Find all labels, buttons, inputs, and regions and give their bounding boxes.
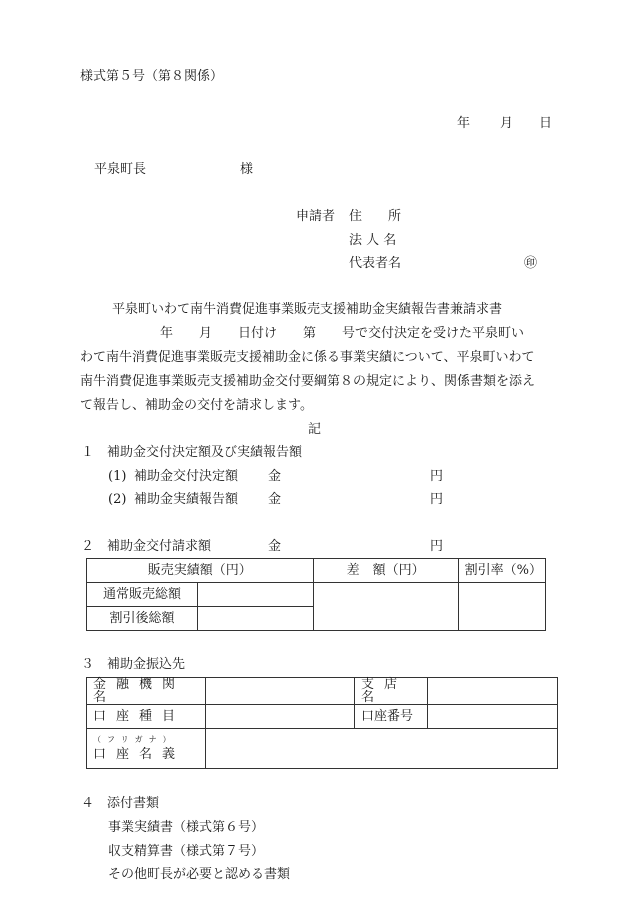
body-line: 年 月 日付け 第 号で交付決定を受けた平泉町い [160,326,525,341]
section1-item-label: 補助金交付決定額 [134,469,239,484]
header-discount-rate: 割引率（%） [458,559,545,583]
difference-value-cell[interactable] [313,583,458,631]
addressee-name: 平泉町長 [94,162,147,177]
discounted-total-value-cell[interactable] [198,607,314,631]
section2-title: 補助金交付請求額 [107,539,212,554]
bank-name-cell[interactable] [206,678,355,705]
account-type-label: 口座種目 [87,705,206,729]
ki-mark: 記 [308,422,322,437]
addressee-honorific: 様 [240,162,254,177]
bank-name-label: 金融機関名 [87,678,206,705]
table-row [87,583,546,607]
sales-table [86,558,546,631]
account-holder-cell[interactable] [206,729,558,769]
date-year: 年 [457,116,471,131]
section1-item-en: 円 [430,469,444,484]
account-number-cell[interactable] [428,705,558,729]
section3-number: ３ [81,657,95,672]
table-row [87,678,558,705]
applicant-label: 申請者 [296,209,336,224]
section3-title: 補助金振込先 [107,657,186,672]
bank-table [86,677,558,769]
section1-item-label: 補助金実績報告額 [134,492,239,507]
table-row [87,705,558,729]
account-type-cell[interactable] [206,705,355,729]
section1-item-number: (1) [108,469,127,484]
sales-table-header-row [87,559,546,583]
table-row [87,729,558,769]
seal-mark: ㊞ [524,256,538,271]
section4-title: 添付書類 [107,796,160,811]
body-line: わて南牛消費促進事業販売支援補助金に係る事業実績について、平泉町いわて [80,350,535,365]
section1-title: 補助金交付決定額及び実績報告額 [107,445,303,460]
body-line: 南牛消費促進事業販売支援補助金交付要綱第８の規定により、関係書類を添え [80,374,536,389]
row-label-normal-total: 通常販売総額 [87,583,198,607]
branch-label: 支店名 [355,678,428,705]
applicant-rep-label: 代表者名 [349,256,402,271]
document-title: 平泉町いわて南牛消費促進事業販売支援補助金実績報告書兼請求書 [112,302,503,317]
date-month: 月 [500,116,514,131]
account-number-label: 口座番号 [355,705,428,729]
account-holder-label-cell [87,729,206,769]
branch-cell[interactable] [428,678,558,705]
date-day: 日 [539,116,553,131]
normal-total-value-cell[interactable] [198,583,314,607]
section1-item-en: 円 [430,492,444,507]
header-difference: 差 額（円） [313,559,458,583]
body-line: て報告し、補助金の交付を請求します。 [80,398,313,413]
section4-number: ４ [81,796,95,811]
furigana-label: （フリガナ） [93,735,177,744]
section2-kin: 金 [268,539,282,554]
applicant-address-label: 住 所 [349,209,402,224]
row-label-discounted-total: 割引後総額 [87,607,198,631]
discount-rate-value-cell[interactable] [458,583,545,631]
account-holder-label: 口座名義 [93,747,186,762]
header-sales-amount: 販売実績額（円） [87,559,314,583]
form-number: 様式第５号（第８関係） [80,69,224,84]
section1-item-number: (2) [108,492,127,507]
section2-en: 円 [430,539,444,554]
section2-number: ２ [81,539,95,554]
attachment-item: その他町長が必要と認める書類 [108,867,291,882]
attachment-item: 事業実績書（様式第６号） [108,820,265,835]
section1-item-kin: 金 [268,469,282,484]
applicant-corp-label: 法 人 名 [349,233,397,248]
attachment-item: 収支精算書（様式第７号） [108,844,265,859]
section1-item-kin: 金 [268,492,282,507]
section1-number: １ [81,445,95,460]
